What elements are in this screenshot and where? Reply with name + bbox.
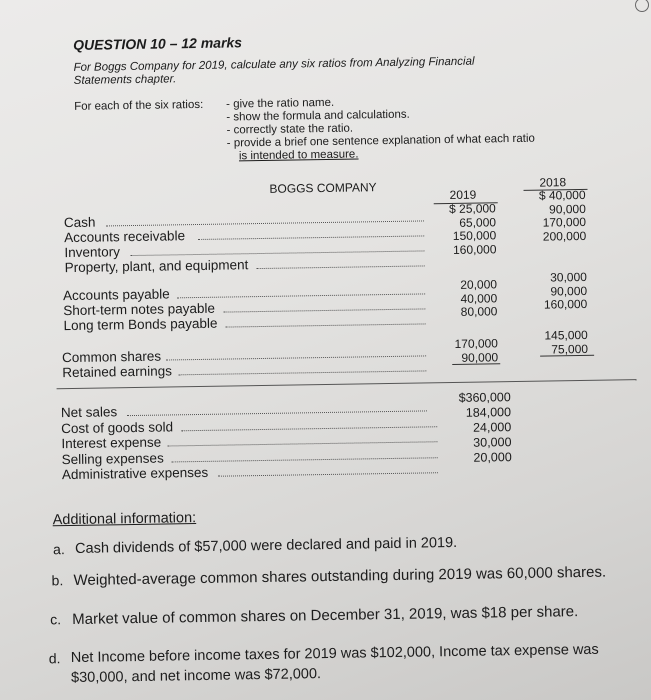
item-b-text: Weighted-average common shares outstanding during 2019 was 60,000 shares.	[73, 563, 607, 589]
leader-line	[167, 441, 437, 446]
label-long-term-bonds: Long term Bonds payable	[63, 315, 218, 334]
retained-2019-underline	[452, 363, 500, 365]
bonds-2018: 160,000	[543, 296, 588, 312]
label-short-term-notes: Short-term notes payable	[63, 300, 216, 319]
ap-2019: 20,000	[460, 277, 498, 292]
admin-value: 20,000	[473, 450, 512, 465]
ap-2018: 30,000	[550, 269, 587, 285]
selling-value: 30,000	[473, 435, 512, 450]
item-b-letter: b.	[51, 572, 64, 589]
item-a-letter: a.	[52, 541, 65, 558]
retained-2018: 75,000	[551, 341, 589, 356]
year-2019-header: 2019	[449, 187, 477, 203]
item-a-text: Cash dividends of $57,000 were declared and paid in 2019.	[74, 534, 458, 557]
intro-line-2: Statements chapter.	[73, 73, 177, 87]
ar-2018: 90,000	[548, 201, 586, 216]
assets-2019	[426, 202, 497, 257]
equity-labels	[62, 348, 172, 380]
common-2018: 145,000	[544, 327, 588, 343]
intro-line-1: For Boggs Company for 2019, calculate any six ratios from Analyzing Financial	[73, 55, 475, 74]
label-common-shares: Common shares	[61, 348, 162, 366]
label-inventory: Inventory	[64, 244, 121, 261]
cogs-value: 184,000	[465, 405, 512, 420]
bullet-1: - give the ratio name.	[226, 96, 335, 111]
liability-labels	[63, 286, 218, 333]
label-net-sales: Net sales	[60, 404, 118, 421]
notes-2019: 40,000	[460, 290, 498, 306]
liabilities-2019	[427, 278, 498, 320]
company-name: BOGGS COMPANY	[269, 180, 377, 196]
label-cogs: Cost of goods sold	[61, 418, 174, 436]
bullet-2: - show the formula and calculations.	[226, 108, 410, 124]
year-2018-header: 2018	[539, 175, 567, 190]
cash-2019: $ 25,000	[448, 201, 496, 217]
bonds-2019: 80,000	[460, 304, 498, 319]
ppe-2019: 160,000	[452, 241, 497, 257]
leader-line	[172, 457, 438, 462]
assets-2018	[516, 189, 587, 244]
common-2019: 170,000	[454, 336, 499, 351]
item-c-text: Market value of common shares on December 31, 2019, was $18 per share.	[72, 603, 579, 629]
ar-2019: 65,000	[459, 214, 497, 230]
income-values	[441, 390, 512, 466]
equity-2018	[518, 329, 588, 357]
item-d-text-line1: Net Income before income taxes for 2019 was $102,000, Income tax expense was	[70, 641, 599, 667]
inventory-2019: 150,000	[452, 228, 497, 243]
label-accounts-payable: Accounts payable	[62, 286, 170, 304]
label-admin-expenses: Administrative expenses	[61, 464, 209, 483]
leader-line	[223, 308, 425, 312]
label-selling-expenses: Selling expenses	[61, 450, 164, 467]
leader-line	[218, 472, 438, 476]
label-cash: Cash	[63, 214, 96, 231]
item-d-text-line2: $30,000, and net income was $72,000.	[70, 666, 322, 687]
leader-line	[226, 323, 426, 327]
leader-line	[166, 355, 426, 360]
bullet-4: - provide a brief one sentence explanation of what each ratio	[226, 132, 535, 150]
net-sales-value: $360,000	[458, 390, 511, 405]
asset-labels	[64, 212, 249, 275]
bullet-3: - correctly state the ratio.	[226, 122, 354, 137]
section-divider	[57, 379, 637, 389]
liabilities-2018	[517, 271, 588, 313]
item-c-letter: c.	[50, 611, 62, 628]
bullet-5: is intended to measure.	[238, 148, 359, 163]
additional-heading: Additional information:	[52, 510, 197, 529]
equity-2019	[428, 337, 498, 365]
cash-2018: $ 40,000	[538, 187, 586, 203]
leader-line	[178, 370, 426, 375]
leader-line	[257, 265, 425, 269]
instruction-lead: For each of the six ratios:	[74, 98, 204, 113]
item-d-letter: d.	[48, 650, 61, 667]
interest-value: 24,000	[472, 420, 512, 435]
leader-line	[181, 426, 437, 431]
label-interest-expense: Interest expense	[61, 434, 162, 452]
retained-2019: 90,000	[461, 349, 499, 365]
retained-2018-underline	[540, 355, 594, 357]
ppe-2018: 200,000	[542, 228, 587, 244]
notes-2018: 90,000	[550, 283, 588, 298]
label-retained-earnings: Retained earnings	[62, 363, 173, 381]
question-title: QUESTION 10 – 12 marks	[73, 34, 243, 53]
label-accounts-receivable: Accounts receivable	[64, 228, 186, 246]
label-ppe: Property, plant, and equipment	[64, 257, 249, 276]
inventory-2018: 170,000	[542, 214, 587, 230]
